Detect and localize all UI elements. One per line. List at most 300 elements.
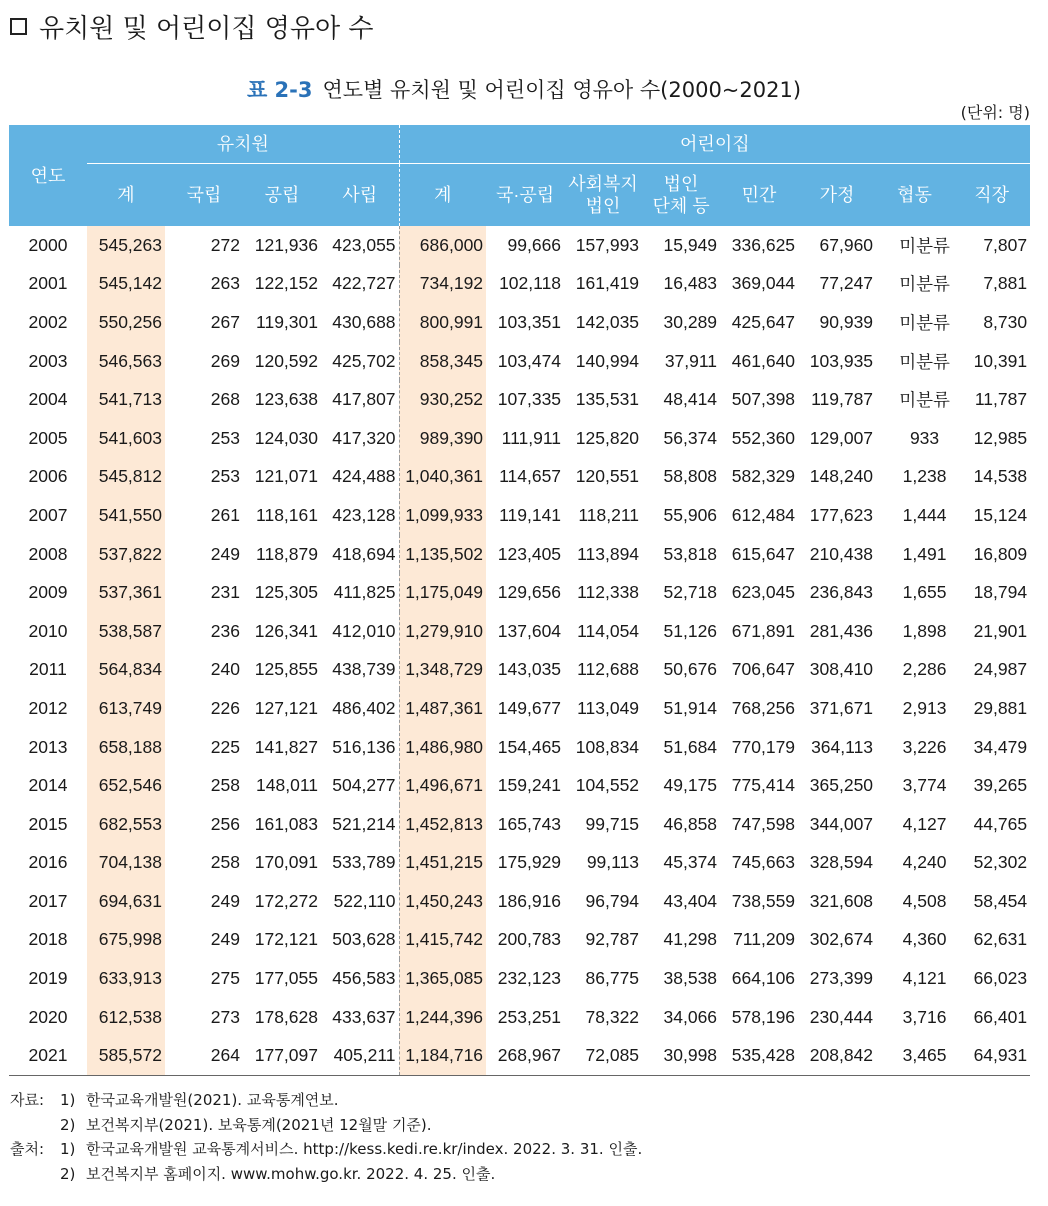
source-text: 보건복지부(2021). 보육통계(2021년 12월말 기준).	[86, 1115, 432, 1134]
column-header: 계	[87, 164, 165, 227]
table-cell: 226	[210, 697, 240, 718]
table-cell: 39,265	[973, 775, 1028, 796]
table-cell: 50,676	[663, 659, 718, 680]
table-cell: 504,277	[332, 775, 396, 796]
table-cell: 682,553	[87, 805, 165, 844]
table-cell: 364,113	[811, 736, 874, 757]
table-cell: 249	[210, 543, 240, 564]
year-cell: 2001	[28, 273, 68, 294]
table-cell: 989,390	[399, 419, 486, 458]
table-cell: 157,993	[575, 234, 640, 255]
table-cell: 125,855	[254, 659, 318, 680]
table-cell: 177,097	[243, 1036, 321, 1075]
table-cell: 미분류	[899, 274, 950, 295]
source-index: 1)	[60, 1091, 76, 1109]
table-cell: 423,055	[332, 234, 396, 255]
table-row	[9, 573, 1030, 612]
table-cell: 430,688	[332, 311, 396, 332]
year-cell: 2011	[29, 659, 67, 680]
table-cell: 126,341	[254, 620, 318, 641]
table-cell: 119,787	[811, 389, 874, 410]
column-header: 국립	[165, 164, 243, 227]
table-cell: 177,623	[809, 504, 874, 525]
table-cell: 369,044	[731, 273, 796, 294]
table-cell: 236	[210, 620, 240, 641]
table-cell: 552,360	[731, 427, 796, 448]
table-cell: 503,628	[332, 929, 396, 950]
table-cell: 623,045	[731, 582, 796, 603]
table-cell: 165,743	[497, 813, 562, 834]
table-cell: 371,671	[809, 697, 874, 718]
table-cell: 48,414	[663, 389, 718, 410]
table-cell: 3,465	[876, 1036, 953, 1075]
table-cell: 118,161	[256, 504, 318, 525]
table-cell: 120,551	[575, 466, 640, 487]
table-cell: 119,141	[499, 504, 562, 525]
column-header: 국·공립	[486, 164, 564, 227]
table-cell: 545,263	[87, 226, 165, 265]
table-row	[9, 728, 1030, 767]
table-cell: 613,749	[87, 689, 165, 728]
table-cell: 1,135,502	[399, 535, 486, 574]
table-cell: 186,916	[497, 890, 562, 911]
table-cell: 249	[210, 929, 240, 950]
table-row	[9, 651, 1030, 690]
table-cell: 108,834	[575, 736, 640, 757]
table-cell: 533,789	[332, 852, 396, 873]
year-cell: 2002	[28, 311, 68, 332]
table-cell: 16,809	[973, 543, 1028, 564]
table-cell: 522,110	[333, 890, 396, 911]
table-row	[9, 380, 1030, 419]
table-cell: 706,647	[731, 659, 796, 680]
table-number: 표 2-3	[246, 78, 313, 102]
table-cell: 412,010	[332, 620, 396, 641]
table-cell: 321,608	[809, 890, 874, 911]
table-row	[9, 342, 1030, 381]
table-cell: 58,808	[663, 466, 718, 487]
table-cell: 541,603	[87, 419, 165, 458]
table-cell: 615,647	[731, 543, 796, 564]
table-cell: 658,188	[87, 728, 165, 767]
table-cell: 461,640	[731, 350, 796, 371]
table-cell: 15,949	[663, 234, 718, 255]
table-cell: 208,842	[798, 1036, 876, 1075]
enrollment-table	[9, 125, 1030, 1076]
table-cell: 933	[909, 427, 940, 448]
table-cell: 56,374	[663, 427, 718, 448]
table-cell: 521,214	[332, 813, 396, 834]
table-cell: 249	[210, 890, 240, 911]
table-cell: 177,055	[254, 968, 318, 989]
kindergarten-group-header: 유치원	[87, 125, 399, 164]
table-cell: 112,688	[577, 659, 640, 680]
year-cell: 2004	[28, 389, 68, 410]
footnotes	[10, 1088, 642, 1186]
table-cell: 51,126	[663, 620, 718, 641]
table-cell: 29,881	[973, 697, 1028, 718]
table-cell: 258	[210, 775, 240, 796]
table-cell: 1,450,243	[399, 882, 486, 921]
origin-index: 1)	[60, 1140, 76, 1158]
table-cell: 7,807	[983, 234, 1028, 255]
table-cell: 112,338	[577, 582, 640, 603]
table-cell: 1,348,729	[399, 651, 486, 690]
table-cell: 281,436	[809, 620, 874, 641]
table-cell: 418,694	[332, 543, 396, 564]
table-row	[9, 689, 1030, 728]
table-cell: 425,702	[332, 350, 396, 371]
table-row	[9, 959, 1030, 998]
table-cell: 103,935	[809, 350, 874, 371]
table-cell: 11,787	[974, 389, 1028, 410]
table-cell: 4,508	[902, 890, 947, 911]
table-cell: 694,631	[87, 882, 165, 921]
table-cell: 336,625	[731, 234, 796, 255]
table-cell: 1,365,085	[399, 959, 486, 998]
table-cell: 734,192	[399, 265, 486, 304]
table-cell: 119,301	[256, 311, 318, 332]
table-cell: 858,345	[399, 342, 486, 381]
table-cell: 113,894	[577, 543, 640, 564]
table-cell: 2,913	[902, 697, 947, 718]
table-cell: 537,361	[87, 573, 165, 612]
section-heading	[10, 8, 373, 45]
table-cell: 10,391	[973, 350, 1028, 371]
table-cell: 52,302	[973, 852, 1028, 873]
table-cell: 240	[210, 659, 240, 680]
table-cell: 405,211	[321, 1036, 399, 1075]
table-cell: 159,241	[497, 775, 562, 796]
table-cell: 103,351	[497, 311, 562, 332]
source-index: 2)	[60, 1115, 76, 1134]
table-cell: 143,035	[497, 659, 562, 680]
table-cell: 123,638	[254, 389, 318, 410]
table-cell: 135,531	[575, 389, 640, 410]
table-cell: 550,256	[87, 303, 165, 342]
table-cell: 438,739	[332, 659, 396, 680]
footnote-row	[10, 1088, 642, 1113]
column-header: 직장	[953, 164, 1030, 227]
year-cell: 2008	[28, 543, 68, 564]
table-cell: 535,428	[720, 1036, 798, 1075]
table-cell: 62,631	[973, 929, 1028, 950]
table-cell: 1,655	[902, 582, 947, 603]
table-cell: 930,252	[399, 380, 486, 419]
table-cell: 15,124	[973, 504, 1028, 525]
table-cell: 775,414	[731, 775, 796, 796]
table-cell: 231	[210, 582, 240, 603]
year-cell: 2012	[28, 697, 68, 718]
table-cell: 612,484	[731, 504, 796, 525]
table-cell: 58,454	[973, 890, 1028, 911]
year-header: 연도	[9, 125, 87, 226]
table-cell: 365,250	[809, 775, 874, 796]
table-cell: 77,247	[819, 273, 874, 294]
table-cell: 1,175,049	[399, 573, 486, 612]
table-row	[9, 805, 1030, 844]
table-row	[9, 419, 1030, 458]
table-cell: 258	[210, 852, 240, 873]
table-row	[9, 1036, 1030, 1075]
table-cell: 486,402	[332, 697, 396, 718]
table-cell: 125,820	[575, 427, 640, 448]
table-cell: 18,794	[973, 582, 1028, 603]
table-cell: 7,881	[983, 273, 1028, 294]
table-cell: 123,405	[497, 543, 562, 564]
table-cell: 4,240	[902, 852, 947, 873]
table-cell: 67,960	[819, 234, 874, 255]
table-cell: 507,398	[731, 389, 796, 410]
table-cell: 52,718	[663, 582, 718, 603]
table-cell: 102,118	[499, 273, 562, 294]
table-cell: 1,486,980	[399, 728, 486, 767]
table-cell: 1,238	[902, 466, 947, 487]
year-cell: 2005	[28, 427, 68, 448]
table-cell: 411,825	[333, 582, 396, 603]
table-cell: 103,474	[497, 350, 562, 371]
table-cell: 738,559	[731, 890, 796, 911]
table-cell: 104,552	[575, 775, 640, 796]
table-cell: 1,244,396	[399, 998, 486, 1037]
table-cell: 161,083	[254, 813, 318, 834]
year-cell: 2018	[28, 929, 68, 950]
year-cell: 2015	[28, 813, 68, 834]
table-cell: 268	[210, 389, 240, 410]
table-cell: 111,911	[501, 427, 562, 448]
table-cell: 99,113	[586, 852, 640, 873]
table-cell: 99,715	[585, 813, 640, 834]
table-cell: 236,843	[809, 582, 874, 603]
table-row	[9, 535, 1030, 574]
table-cell: 172,272	[254, 890, 318, 911]
table-cell: 585,572	[87, 1036, 165, 1075]
table-cell: 140,994	[575, 350, 640, 371]
table-cell: 49,175	[663, 775, 718, 796]
table-cell: 14,538	[973, 466, 1028, 487]
table-cell: 272	[210, 234, 240, 255]
year-cell: 2017	[28, 890, 68, 911]
table-cell: 45,374	[663, 852, 718, 873]
table-cell: 72,085	[564, 1036, 642, 1075]
daycare-group-header: 어린이집	[399, 125, 1030, 164]
origin-text: 한국교육개발원 교육통계서비스. http://kess.kedi.re.kr/index. 2022. 3. 31. 인출.	[86, 1140, 643, 1158]
origin-label: 출처:	[10, 1140, 45, 1158]
table-cell: 664,106	[731, 968, 796, 989]
table-cell: 3,226	[902, 736, 947, 757]
column-header: 가정	[798, 164, 876, 227]
table-cell: 51,684	[663, 736, 718, 757]
table-cell: 424,488	[332, 466, 396, 487]
table-cell: 328,594	[809, 852, 874, 873]
table-cell: 149,677	[497, 697, 562, 718]
column-header: 계	[399, 164, 486, 227]
table-cell: 34,066	[663, 1006, 718, 1027]
table-cell: 86,775	[585, 968, 640, 989]
table-cell: 미분류	[899, 312, 950, 333]
table-row	[9, 496, 1030, 535]
table-cell: 78,322	[585, 1006, 640, 1027]
table-cell: 92,787	[585, 929, 640, 950]
table-cell: 545,812	[87, 458, 165, 497]
table-cell: 3,774	[902, 775, 947, 796]
table-cell: 148,011	[256, 775, 318, 796]
table-cell: 256	[210, 813, 240, 834]
table-cell: 148,240	[809, 466, 874, 487]
table-cell: 747,598	[731, 813, 796, 834]
column-header: 공립	[243, 164, 321, 227]
table-title: 연도별 유치원 및 어린이집 영유아 수(2000~2021)	[322, 78, 802, 102]
table-cell: 253	[210, 427, 240, 448]
table-cell: 38,538	[663, 968, 718, 989]
year-cell: 2003	[28, 350, 68, 371]
table-cell: 210,438	[809, 543, 874, 564]
table-cell: 704,138	[87, 844, 165, 883]
table-cell: 120,592	[254, 350, 318, 371]
year-cell: 2010	[28, 620, 68, 641]
table-cell: 114,657	[499, 466, 562, 487]
table-cell: 582,329	[731, 466, 796, 487]
table-cell: 41,298	[663, 929, 718, 950]
table-cell: 30,998	[642, 1036, 720, 1075]
table-cell: 344,007	[809, 813, 874, 834]
table-cell: 1,487,361	[399, 689, 486, 728]
table-cell: 142,035	[575, 311, 640, 332]
table-cell: 51,914	[663, 697, 718, 718]
table-cell: 686,000	[399, 226, 486, 265]
table-cell: 745,663	[731, 852, 796, 873]
table-caption	[0, 74, 1048, 104]
table-cell: 미분류	[899, 390, 950, 411]
year-cell: 2006	[28, 466, 68, 487]
table-cell: 264	[165, 1036, 243, 1075]
table-cell: 16,483	[663, 273, 718, 294]
table-cell: 269	[210, 350, 240, 371]
year-cell: 2000	[28, 234, 68, 255]
year-cell: 2007	[28, 504, 68, 525]
table-cell: 1,279,910	[399, 612, 486, 651]
column-header: 협동	[876, 164, 953, 227]
year-cell: 2013	[28, 736, 68, 757]
table-cell: 564,834	[87, 651, 165, 690]
origin-index: 2)	[60, 1164, 76, 1183]
table-cell: 141,827	[254, 736, 318, 757]
table-cell: 170,091	[254, 852, 318, 873]
year-cell: 2021	[9, 1036, 87, 1075]
table-cell: 578,196	[731, 1006, 796, 1027]
table-cell: 516,136	[332, 736, 396, 757]
table-cell: 545,142	[87, 265, 165, 304]
table-cell: 800,991	[399, 303, 486, 342]
table-cell: 175,929	[497, 852, 562, 873]
checkbox-square-icon	[10, 18, 27, 35]
table-cell: 137,604	[497, 620, 562, 641]
table-cell: 422,727	[332, 273, 396, 294]
table-cell: 456,583	[332, 968, 396, 989]
table-cell: 161,419	[575, 273, 640, 294]
table-row	[9, 226, 1030, 265]
year-cell: 2014	[28, 775, 68, 796]
table-cell: 1,496,671	[399, 766, 486, 805]
table-cell: 99,666	[507, 234, 562, 255]
table-cell: 96,794	[585, 890, 640, 911]
table-cell: 1,898	[902, 620, 947, 641]
year-cell: 2016	[28, 852, 68, 873]
table-cell: 24,987	[973, 659, 1028, 680]
table-cell: 122,152	[254, 273, 318, 294]
table-row	[9, 921, 1030, 960]
table-cell: 652,546	[87, 766, 165, 805]
table-cell: 541,550	[87, 496, 165, 535]
table-cell: 90,939	[819, 311, 874, 332]
table-cell: 113,049	[577, 697, 640, 718]
table-cell: 1,444	[902, 504, 947, 525]
table-row	[9, 265, 1030, 304]
table-cell: 1,452,813	[399, 805, 486, 844]
table-cell: 541,713	[87, 380, 165, 419]
column-header: 민간	[720, 164, 798, 227]
table-cell: 64,931	[953, 1036, 1030, 1075]
table-cell: 225	[210, 736, 240, 757]
table-cell: 671,891	[731, 620, 796, 641]
table-cell: 433,637	[332, 1006, 396, 1027]
table-cell: 1,099,933	[399, 496, 486, 535]
column-header: 사회복지 법인	[564, 164, 642, 227]
table-cell: 121,071	[254, 466, 318, 487]
table-cell: 30,289	[663, 311, 718, 332]
table-cell: 546,563	[87, 342, 165, 381]
table-cell: 107,335	[497, 389, 562, 410]
table-cell: 3,716	[902, 1006, 947, 1027]
table-cell: 612,538	[87, 998, 165, 1037]
year-cell: 2020	[28, 1006, 68, 1027]
source-label: 자료:	[10, 1091, 45, 1109]
table-cell: 1,491	[902, 543, 947, 564]
table-cell: 66,401	[973, 1006, 1028, 1027]
table-cell: 273	[210, 1006, 240, 1027]
table-cell: 12,985	[973, 427, 1028, 448]
table-cell: 711,209	[733, 929, 796, 950]
table-cell: 1,040,361	[399, 458, 486, 497]
table-cell: 302,674	[809, 929, 874, 950]
year-cell: 2019	[28, 968, 68, 989]
table-cell: 124,030	[254, 427, 318, 448]
table-row	[9, 882, 1030, 921]
table-cell: 114,054	[577, 620, 640, 641]
table-cell: 261	[210, 504, 240, 525]
table-cell: 4,127	[902, 813, 947, 834]
table-cell: 537,822	[87, 535, 165, 574]
table-cell: 118,879	[256, 543, 318, 564]
table-cell: 768,256	[731, 697, 796, 718]
table-cell: 268,967	[486, 1036, 564, 1075]
table-cell: 21,901	[973, 620, 1028, 641]
column-header: 사립	[321, 164, 399, 227]
table-cell: 44,765	[973, 813, 1028, 834]
table-cell: 8,730	[983, 311, 1028, 332]
table-cell: 53,818	[663, 543, 718, 564]
table-cell: 178,628	[254, 1006, 318, 1027]
table-cell: 633,913	[87, 959, 165, 998]
table-cell: 417,807	[332, 389, 396, 410]
column-header: 법인 단체 등	[642, 164, 720, 227]
footnote-row	[10, 1137, 642, 1162]
unit-label: (단위: 명)	[960, 103, 1030, 122]
table-cell: 121,936	[254, 234, 318, 255]
table-cell: 34,479	[973, 736, 1028, 757]
footnote-row	[10, 1162, 642, 1187]
table-row	[9, 458, 1030, 497]
